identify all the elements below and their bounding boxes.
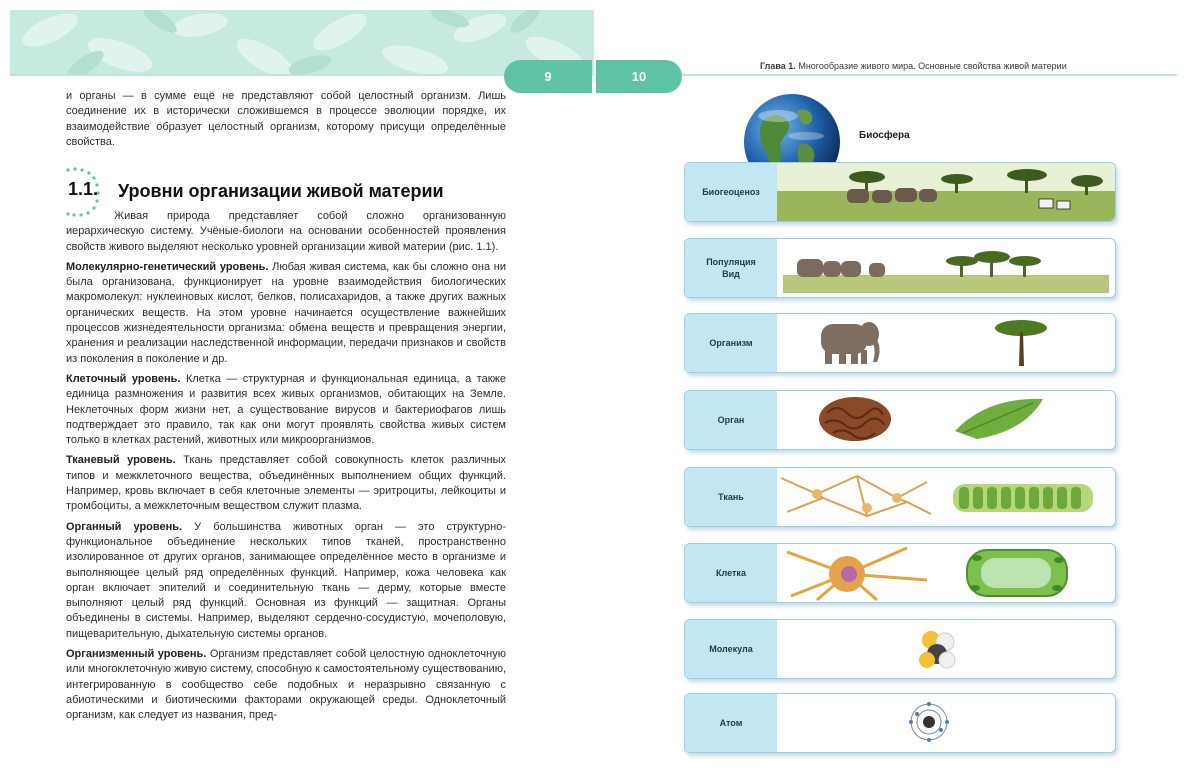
level-row-molecule [684,619,1116,679]
level-label: Биогеоценоз [685,163,777,221]
header-rule-left [10,74,510,76]
section-number: 1.1. [68,179,99,199]
header-rule-right [680,74,1177,76]
level-paragraph-cellular [66,372,506,448]
level-label: Организм [685,314,777,372]
elephant-and-tree-image [777,314,1115,372]
level-term: Молекулярно-генетический уровень. [66,260,269,273]
level-label: Молекула [685,620,777,678]
level-row-organism [684,313,1116,373]
level-paragraph-tissue [66,453,506,514]
level-term: Органный уровень. [66,520,183,533]
level-row-biogeocenosis [684,162,1116,222]
level-text: Ткань представляет собой совокупность клеток различных типов и межклеточного вещества, объединённых выполнением общих функций. Например, кровь включает в себя клеточные элементы — эритроциты, лейкоциты и тромбоциты, а межклеточным веществом служит плазма. [66,454,506,513]
neuron-and-plant-cell-image [777,544,1115,602]
page-number-left: 9 [504,60,592,93]
section-body [66,209,506,729]
level-row-population [684,238,1116,298]
level-paragraph-molecular [66,260,506,367]
savanna-ecosystem-image [777,163,1115,221]
level-paragraph-organism [66,647,506,723]
level-text: Организм представляет собой целостную одноклеточную или многоклеточную живую систему, способную к самостоятельному существованию, интегрированную в сообщество себе подобных и неразрывно связанную с абиотическими и биотическими факторами окружающей среды. Одноклеточный организм, как следует из названия, пред- [66,648,506,722]
nerve-and-plant-tissue-image [777,468,1115,526]
level-row-tissue [684,467,1116,527]
level-paragraph-organ [66,520,506,642]
level-label: Популяция Вид [685,239,777,297]
biosphere-label: Биосфера [859,130,910,141]
level-label: Ткань [685,468,777,526]
brain-and-leaf-image [777,391,1115,449]
level-row-atom [684,693,1116,753]
chapter-label: Глава 1. [760,61,796,71]
molecule-model-image [777,620,1115,678]
level-text: У большинства животных орган — это структурно-функциональное объединение нескольких типов тканей, пространственно изолированное от других органов, занимающее определённое место в организме и выполняющее целый ряд определённых функций. Например, кожа человека как орган включает эпителий и соединительную ткань — дерму, которые вместе выполняют целый ряд функций. Основная из функций — защитная. Органы объединены в системы. Например, выделяют сердечно-сосудистую, мочеполовую, пищеварительную, дыхательную системы органов. [66,520,506,640]
level-text: Любая живая система, как бы сложно она ни была организована, функционирует на уровне взаимодействия биологических макромолекул: нуклеиновых кислот, белков, полисахаридов, а также других важных органических веществ. На этом уровне начинается осуществление важнейших процессов жизнедеятельности организма: обмена веществ и превращения энергии, хранения и реализации наследственной информации, передачи признаков и свойств из поколения в поколение и др. [66,260,506,365]
level-row-organ [684,390,1116,450]
level-term: Клеточный уровень. [66,372,181,385]
elephant-herd-and-trees-image [777,239,1115,297]
section-title: Уровни организации живой материи [118,181,444,201]
level-text: Клетка — структурная и функциональная единица, а также единица размножения и развития всех живых организмов, обитающих на Земле. Неклеточных форм жизни нет, а существование вирусов и бактериофагов лишь подтверждает это правило, так как они могут проявлять свойства живых систем только в клетках растений, животных или микроорганизмов. [66,372,506,447]
page-number-right: 10 [596,60,682,93]
level-label: Орган [685,391,777,449]
level-label: Атом [685,694,777,752]
chapter-title: Многообразие живого мира. Основные свойства живой материи [798,61,1067,71]
running-head [760,61,1140,71]
lead-paragraph: Живая природа представляет собой сложно организованную иерархическую систему. Учёные-биологи на основании особенностей проявления свойств живого выделяют несколько уровней организации живой материи (рис. 1.1). [66,210,506,253]
level-term: Организменный уровень. [66,648,207,661]
atom-model-image [777,694,1115,752]
level-row-cell [684,543,1116,603]
level-term: Тканевый уровень. [66,454,176,467]
level-label: Клетка [685,544,777,602]
intro-paragraph: и органы — в сумме ещё не представляют собой целостный организм. Лишь соединение их в исторически сложившемся в процессе эволюции порядке, их взаимодействие образует целостный организм, которому присущи определённые свойства. [66,90,506,148]
